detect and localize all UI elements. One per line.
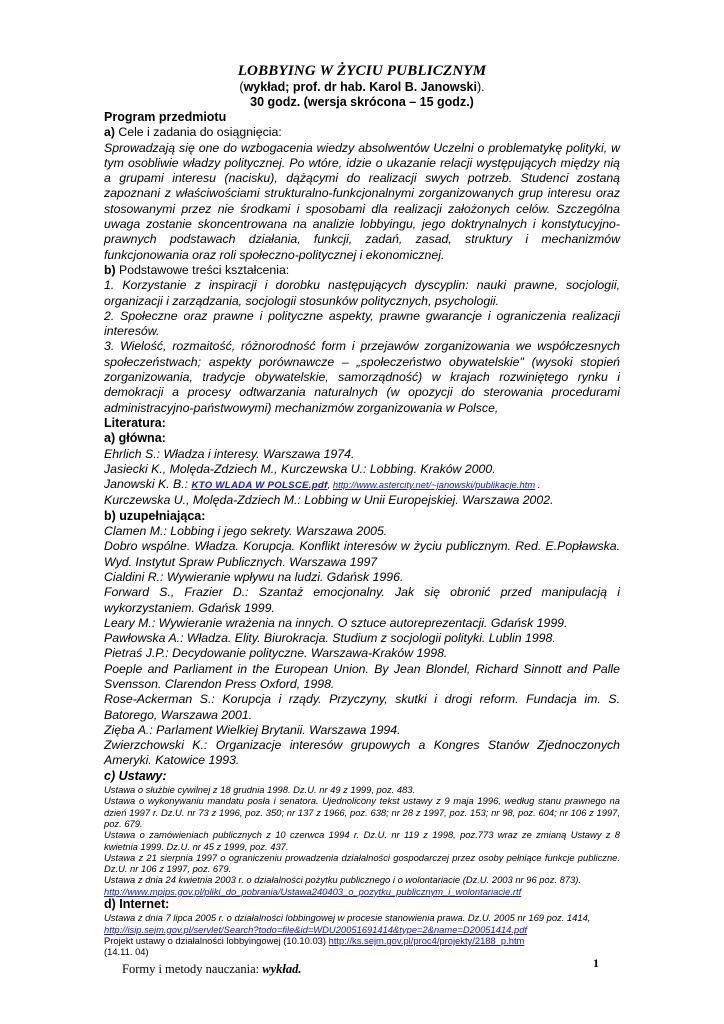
act-item: Ustawa z dnia 24 kwietnia 2003 r. o działalności pożytku publicznego i o wolontariacie (Dz.U. 2003 nr 96 poz. 873). <box>104 874 581 886</box>
page-title: LOBBYING W ŻYCIU PUBLICZNYM <box>237 63 487 79</box>
act-item: Ustawa z 21 sierpnia 1997 o ograniczeniu prowadzenia działalności gospodarczej przez osoby pełniące funkcje publiczne. Dz.U. nr 106 z 1997, poz. 679. <box>104 851 620 875</box>
literature-item: Zwierzchowski K.: Organizacje interesów grupowych a Kongres Stanów Zjednoczonych Ameryki. Katowice 1993. <box>104 738 620 768</box>
literature-item: Ehrlich S.: Władza i interesy. Warszawa 1974. <box>104 446 355 461</box>
internet-heading: d) Internet: <box>104 897 170 912</box>
act-item: Ustawa o wykonywaniu mandatu posła i senatora. Ujednolicony tekst ustawy z 9 maja 1996, według stanu prawnego na dzień 1997 r. Dz.U. nr 73 z 1996, poz. 350; nr 137 z 1966, poz. 638; nr 28 z 1997, poz. 153; nr 98, poz. 604; nr 106 z 1997, poz. 679. <box>104 795 620 829</box>
main-literature-heading: a) główna: <box>104 431 166 446</box>
literature-item-janowski: Janowski K. B.: KTO WLADA W POLSCE.pdf, http://www.astercity.net/~janowski/publikacje.htm . <box>104 477 541 492</box>
acts-heading: c) Ustawy: <box>104 768 167 783</box>
literature-item: Cialdini R.: Wywieranie wpływu na ludzi. Gdańsk 1996. <box>104 569 404 584</box>
act-item: Ustawa o zamówieniach publicznych z 10 czerwca 1994 r. Dz.U. nr 119 z 1998, poz.773 wraz ze zmianą Ustawy z 8 kwietnia 1999. Dz.U. nr 45 z 1999, poz. 437. <box>104 829 620 852</box>
goals-text: Sprowadzają się one do wzbogacenia wiedzy absolwentów Uczelni o problematykę polityki, w tym osobliwie władzy politycznej. Po wtóre, idzie o ukazanie relacji występujących między nią a grupami interesu (nacisku), dążącymi do realizacji swych potrzeb. Studenci zostaną zapoznani z właściwościami strukturalno-funkcjonalnymi zorganizowanych grup interesu oraz stosowanymi przez nie środkami i sposobami dla realizacji założonych celów. Szczególna uwaga zostanie skoncentrowana na analizie lobbyingu, jego doktrynalnych i konstytucyjno-prawnych podstawach działania, funkcji, zadań, zasad, struktury i mechanizmów funkcjonowania oraz roli społeczno-politycznej i ekonomicznej. <box>104 140 620 262</box>
literature-item: Leary M.: Wywieranie wrażenia na innych. O sztuce autoreprezentacji. Gdańsk 1999. <box>104 615 568 630</box>
teaching-methods: Formy i metody nauczania: wykład. <box>122 961 302 976</box>
literature-item: Pietraś J.P.: Decydowanie polityczne. Warszawa-Kraków 1998. <box>104 646 448 661</box>
literature-item: Jasiecki K., Molęda-Zdziech M., Kurczewska U.: Lobbing. Kraków 2000. <box>104 461 496 476</box>
act-link-row <box>104 886 620 897</box>
literature-item: Dobro wspólne. Władza. Korupcja. Konflikt interesów w życiu publicznym. Red. E.Popławska. Wyd. Instytut Spraw Publicznych. Warszawa 1997 <box>104 539 620 569</box>
content-item: 1. Korzystanie z inspiracji i dorobku następujących dyscyplin: nauki prawne, socjologii, organizacji i zarządzania, socjologii stosunków politycznych, psychologii. <box>104 278 620 308</box>
literature-item: Poeple and Parliament in the European Union. By Jean Blondel, Richard Sinnott and Palle Svensson. Clarendon Press Oxford, 1998. <box>104 661 620 691</box>
pdf-link[interactable]: KTO WLADA W POLSCE.pdf <box>191 480 328 492</box>
sejm-act-link[interactable]: http://isip.sejm.gov.pl/servlet/Search?todo=file&id=WDU20051691414&type=2&name=D20051414.pdf <box>104 923 528 935</box>
lecturer: wykład; prof. dr hab. Karol B. Janowski <box>243 80 477 94</box>
act-item: Ustawa o służbie cywilnej z 18 grudnia 1998. Dz.U. nr 49 z 1999, poz. 483. <box>104 784 416 796</box>
literature-item: Pawłowska A.: Władza. Elity. Biurokracja. Studium z socjologii polityki. Lublin 1998. <box>104 631 556 646</box>
document-page <box>104 58 620 977</box>
internet-link-row <box>104 924 620 935</box>
literature-item: Zięba A.: Parlament Wielkiej Brytanii. Warszawa 1994. <box>104 722 401 737</box>
literature-item: Kurczewska U., Molęda-Zdziech M.: Lobbing w Unii Europejskiej. Warszawa 2002. <box>104 493 554 508</box>
project-link[interactable]: http://ks.sejm.gov.pl/proc4/projekty/2188_p.htm <box>328 934 525 946</box>
program-heading: Program przedmiotu <box>104 110 227 124</box>
literature-heading: Literatura: <box>104 415 166 430</box>
content-item: 3. Wielość, rozmaitość, różnorodność form i przejawów zorganizowania we współczesnych społeczeństwach; aspekty porównawcze – „społeczeństwo obywatelskie" (wysoki stopień zorganizowania, tradycje obywatelskie, samorządność) w krajach rozwiniętego rynku i demokracji a procesy odtwarzania naturalnych (w opozycji do sterowania procedurami administracyjno-państwowymi) mechanizmów zorganizowania w Polsce, <box>104 339 620 415</box>
course-hours: 30 godz. (wersja skrócona – 15 godz.) <box>250 95 474 109</box>
project-item: Projekt ustawy o działalności lobbyingowej (10.10.03) http://ks.sejm.gov.pl/proc4/projekty/2188_p.htm <box>104 934 525 946</box>
project-date: (14.11. 04) <box>104 946 149 958</box>
act-link[interactable]: http://www.mpips.gov.pl/pliki_do_pobrania/Ustawa240403_o_pozytku_publicznym_i_wolontariacie.rtf <box>104 885 522 897</box>
literature-item: Rose-Ackerman S.: Korupcja i rządy. Przyczyny, skutki i drogi reform. Fundacja im. S. Batorego, Warszawa 2001. <box>104 692 620 722</box>
lecture-info <box>104 80 620 95</box>
literature-item: Clamen M.: Lobbing i jego sekrety. Warszawa 2005. <box>104 524 388 539</box>
publications-link[interactable]: http://www.astercity.net/~janowski/publikacje.htm <box>332 479 536 491</box>
goals-label: a) Cele i zadania do osiągnięcia: <box>104 125 282 140</box>
internet-item: Ustawa z dnia 7 lipca 2005 r. o działalności lobbingowej w procesie stanowienia prawa. Dz.U. 2005 nr 169 poz. 1414, <box>104 912 591 924</box>
content-label: b) Podstawowe treści kształcenia: <box>104 262 290 277</box>
subtitle-open: ( <box>239 80 244 94</box>
content-item: 2. Społeczne oraz prawne i polityczne aspekty, prawne gwarancje i ograniczenia realizacji interesów. <box>104 308 620 339</box>
subtitle-close: ). <box>476 80 485 94</box>
page-number: 1 <box>593 956 599 970</box>
literature-item: Forward S., Frazier D.: Szantaż emocjonalny. Jak się obronić przed manipulacją i wykorzystaniem. Gdańsk 1999. <box>104 585 620 615</box>
supplementary-heading: b) uzupełniająca: <box>104 508 206 523</box>
